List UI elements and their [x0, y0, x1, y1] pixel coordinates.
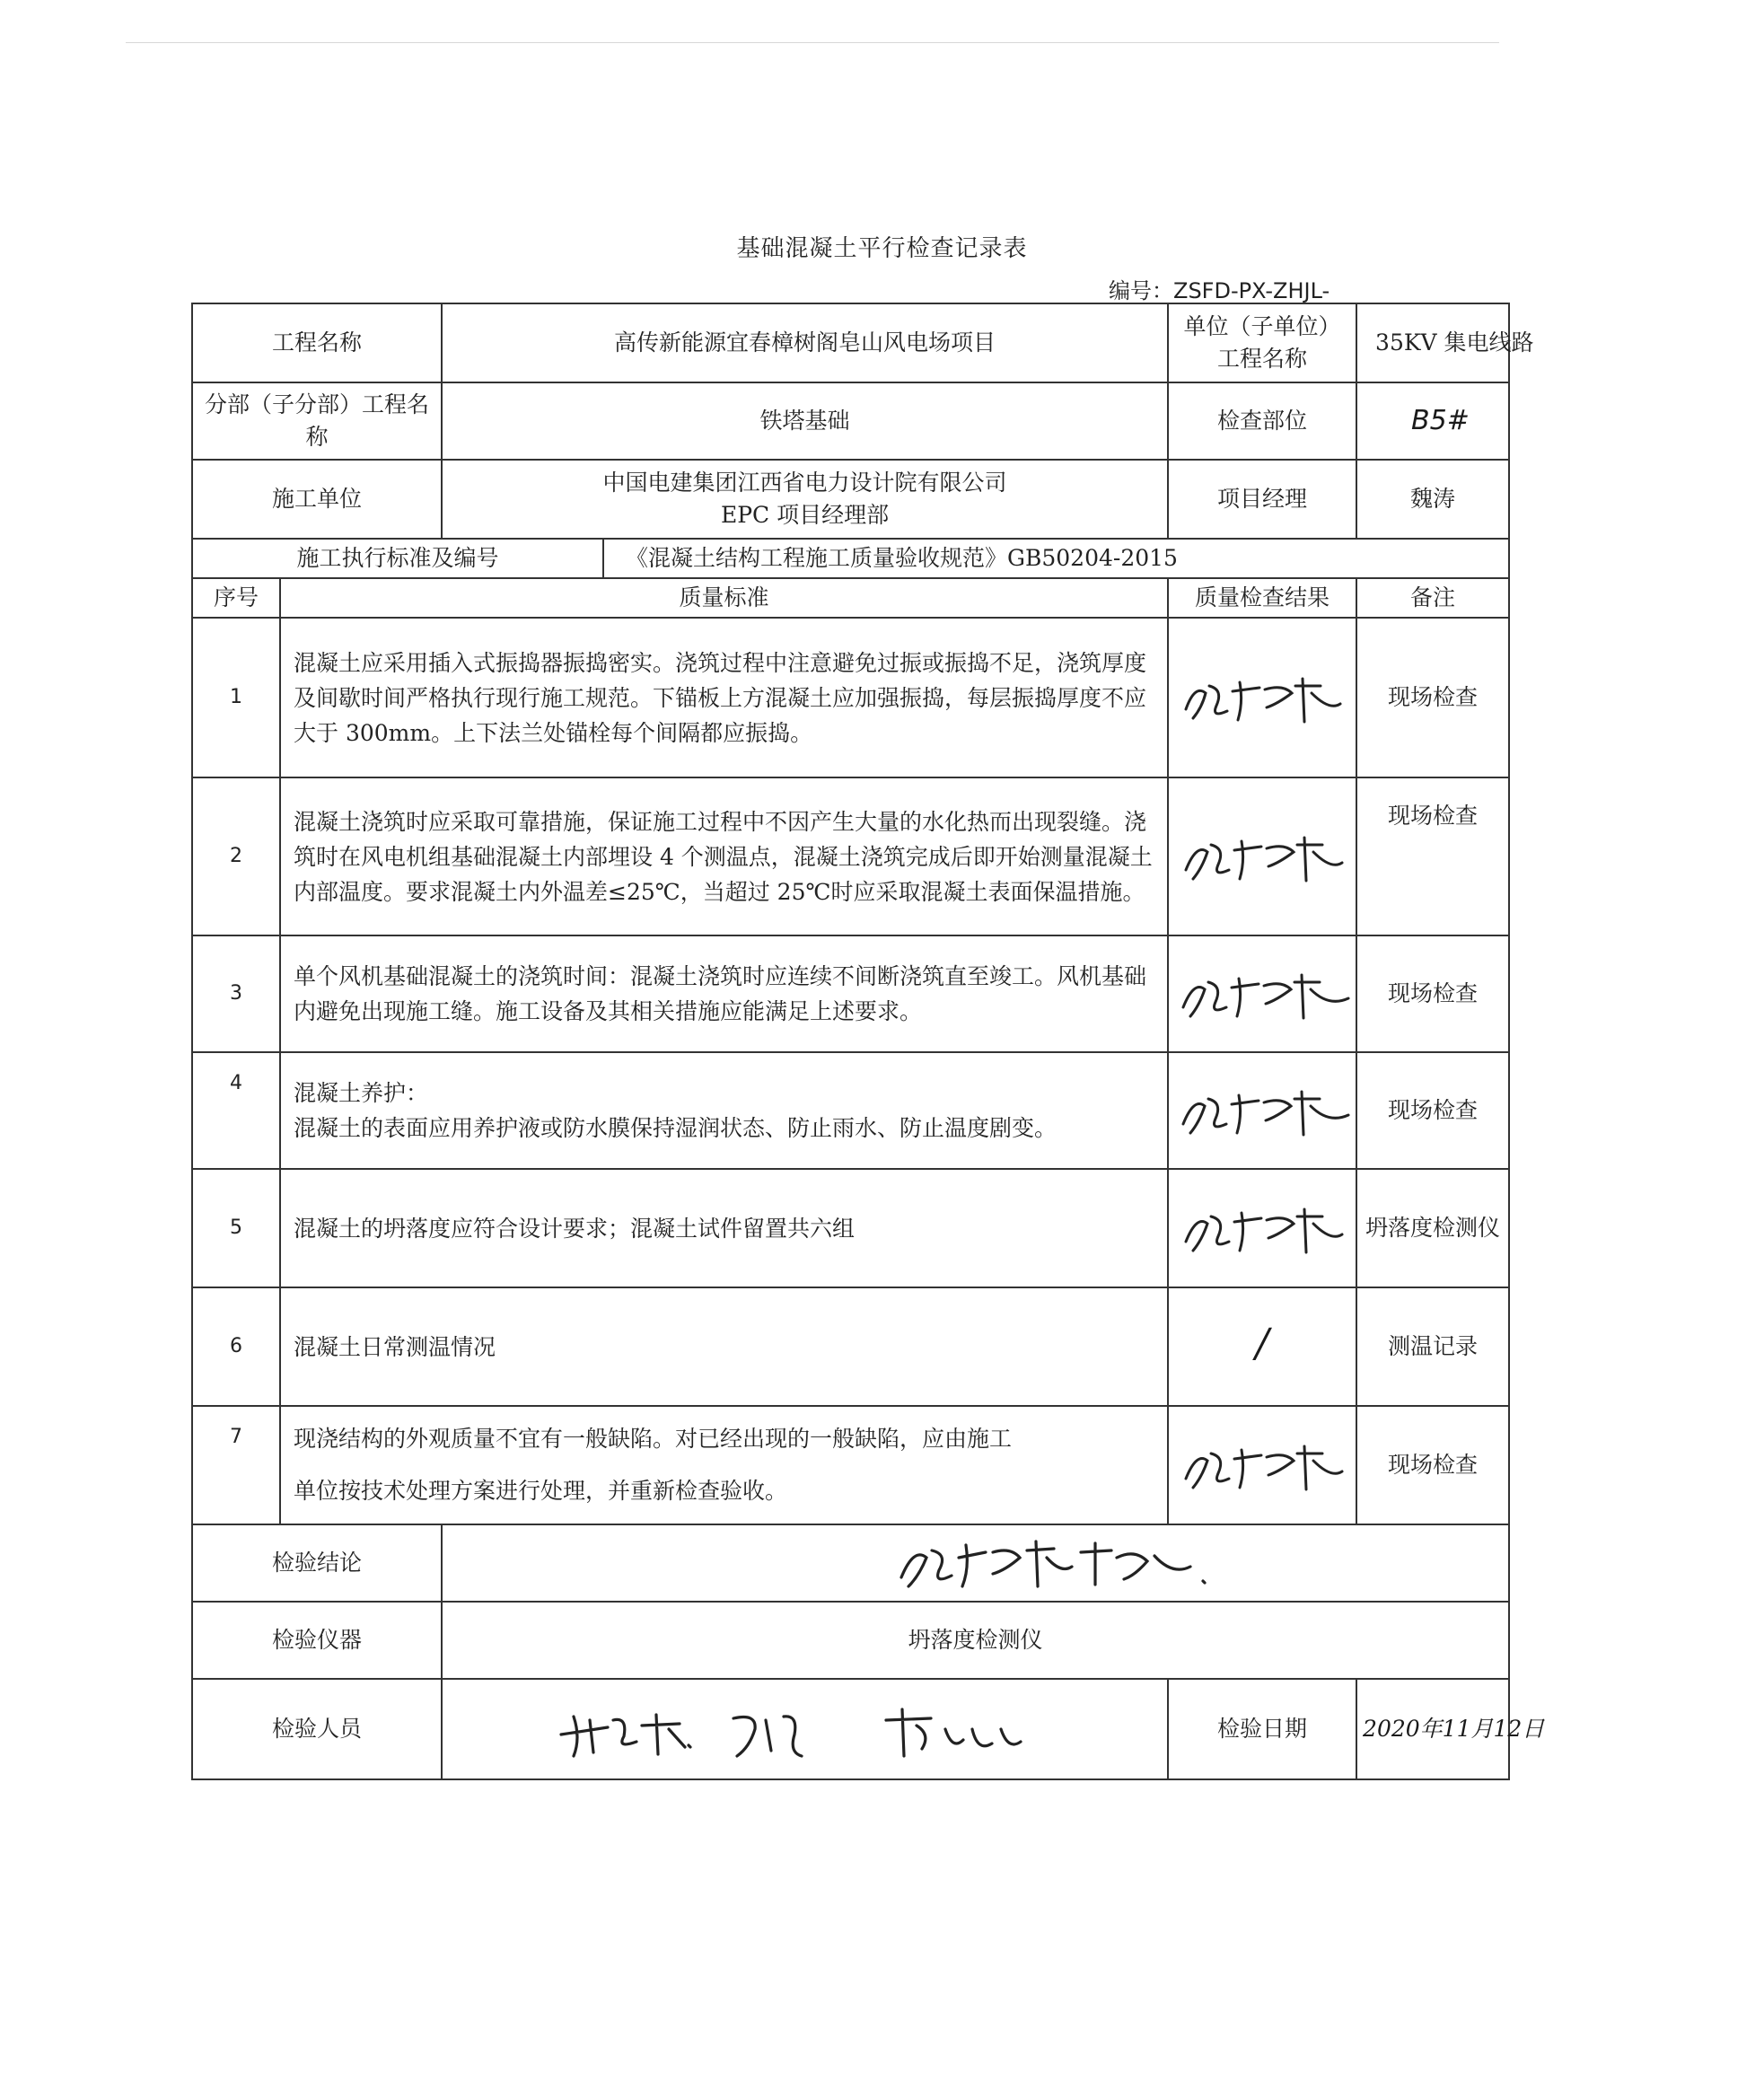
item-remark-2: 现场检查	[1356, 777, 1509, 935]
item-result-6	[1168, 1287, 1356, 1406]
inspectors-signatures	[442, 1679, 1168, 1779]
item-no-1: 1	[192, 618, 280, 777]
item-text-6: 混凝土日常测温情况	[280, 1287, 1168, 1406]
handwritten-signature-icon	[1177, 1197, 1347, 1260]
item-row-2	[192, 777, 1509, 935]
item-no-6: 6	[192, 1287, 280, 1406]
column-header-row	[192, 578, 1509, 618]
col-remark-header: 备注	[1356, 578, 1509, 618]
item-remark-5: 坍落度检测仪	[1356, 1169, 1509, 1287]
inspectors-label: 检验人员	[192, 1679, 442, 1779]
item-result-1	[1168, 618, 1356, 777]
row-conclusion	[192, 1524, 1509, 1602]
row-instrument	[192, 1602, 1509, 1679]
item-remark-4: 现场检查	[1356, 1052, 1509, 1169]
contractor-line-1: 中国电建集团江西省电力设计院有限公司	[602, 470, 1007, 496]
row-subproject	[192, 382, 1509, 460]
handwritten-signatures-icon	[554, 1693, 1057, 1765]
item-no-3: 3	[192, 935, 280, 1052]
unit-name-value: 35KV 集电线路	[1356, 303, 1509, 382]
item-remark-3: 现场检查	[1356, 935, 1509, 1052]
col-standard-header: 质量标准	[280, 578, 1168, 618]
row-inspectors	[192, 1679, 1509, 1779]
item-text-1: 混凝土应采用插入式振捣器振捣密实。浇筑过程中注意避免过振或振捣不足，浇筑厚度及间歇时间严格执行现行施工规范。下锚板上方混凝土应加强振捣，每层振捣厚度不应大于 300mm。上下法兰处锚栓每个间隔都应振捣。	[280, 618, 1168, 777]
subproject-label: 分部（子分部）工程名称	[192, 382, 442, 460]
item-remark-1: 现场检查	[1356, 618, 1509, 777]
conclusion-value	[442, 1524, 1509, 1602]
item-row-3	[192, 935, 1509, 1052]
item-remark-7: 现场检查	[1356, 1406, 1509, 1524]
page-top-rule	[126, 42, 1499, 43]
item-remark-6: 测温记录	[1356, 1287, 1509, 1406]
item-text-7	[280, 1406, 1168, 1524]
item-row-4	[192, 1052, 1509, 1169]
handwritten-signature-icon	[1177, 825, 1347, 888]
item-no-5: 5	[192, 1169, 280, 1287]
inspection-table	[191, 303, 1545, 1780]
inspection-form	[191, 303, 1545, 1742]
location-value	[1356, 382, 1509, 460]
item-result-7	[1168, 1406, 1356, 1524]
instrument-value: 坍落度检测仪	[442, 1602, 1509, 1679]
item-no-7: 7	[192, 1406, 280, 1524]
standard-label: 施工执行标准及编号	[192, 539, 603, 578]
handwritten-signature-icon	[1174, 1079, 1354, 1142]
location-label: 检查部位	[1168, 382, 1356, 460]
item-text-5: 混凝土的坍落度应符合设计要求；混凝土试件留置共六组	[280, 1169, 1168, 1287]
item-row-5	[192, 1169, 1509, 1287]
item-no-2: 2	[192, 777, 280, 935]
item-no-4: 4	[192, 1052, 280, 1169]
item-result-5	[1168, 1169, 1356, 1287]
item-text-7-line-1: 现浇结构的外观质量不宜有一般缺陷。对已经出现的一般缺陷，应由施工	[294, 1426, 1013, 1452]
contractor-value	[442, 460, 1168, 539]
row-project	[192, 303, 1509, 382]
item-text-3: 单个风机基础混凝土的浇筑时间：混凝土浇筑时应连续不间断浇筑直至竣工。风机基础内避免出现施工缝。施工设备及其相关措施应能满足上述要求。	[280, 935, 1168, 1052]
handwritten-signature-icon	[1174, 962, 1354, 1025]
item-result-2	[1168, 777, 1356, 935]
form-title: 基础混凝土平行检查记录表	[736, 235, 1028, 262]
standard-value: 《混凝土结构工程施工质量验收规范》GB50204-2015	[603, 539, 1509, 578]
manager-label: 项目经理	[1168, 460, 1356, 539]
instrument-label: 检验仪器	[192, 1602, 442, 1679]
item-row-1	[192, 618, 1509, 777]
project-name-value: 高传新能源宜春樟树阁皂山风电场项目	[442, 303, 1168, 382]
item-row-7	[192, 1406, 1509, 1524]
item-text-4-body: 混凝土的表面应用养护液或防水膜保持湿润状态、防止雨水、防止温度剧变。	[294, 1115, 1058, 1141]
item-row-6	[192, 1287, 1509, 1406]
item-text-4-heading: 混凝土养护：	[294, 1080, 429, 1106]
date-value: 2020年11月12日	[1356, 1679, 1509, 1779]
unit-name-label: 单位（子单位）工程名称	[1168, 303, 1356, 382]
item-text-2: 混凝土浇筑时应采取可靠措施，保证施工过程中不因产生大量的水化热而出现裂缝。浇筑时在风电机组基础混凝土内部埋设 4 个测温点，混凝土浇筑完成后即开始测量混凝土内部温度。要求混凝土内外温差≤25℃，当超过 25℃时应采取混凝土表面保温措施。	[280, 777, 1168, 935]
item-text-7-line-2: 单位按技术处理方案进行处理，并重新检查验收。	[294, 1478, 788, 1504]
handwritten-location: B5#	[1411, 404, 1470, 436]
row-standard	[192, 539, 1509, 578]
handwritten-slash: /	[1255, 1321, 1269, 1366]
handwritten-conclusion-icon	[892, 1531, 1215, 1595]
item-result-4	[1168, 1052, 1356, 1169]
col-seq-header: 序号	[192, 578, 280, 618]
subproject-value: 铁塔基础	[442, 382, 1168, 460]
project-name-label: 工程名称	[192, 303, 442, 382]
item-text-4	[280, 1052, 1168, 1169]
col-result-header: 质量检查结果	[1168, 578, 1356, 618]
manager-value: 魏涛	[1356, 460, 1509, 539]
item-result-3	[1168, 935, 1356, 1052]
handwritten-signature-icon	[1177, 666, 1347, 729]
handwritten-signature-icon	[1177, 1434, 1347, 1497]
document-number: 编号：ZSFD-PX-ZHJL-	[1109, 278, 1330, 303]
contractor-line-2: EPC 项目经理部	[720, 502, 890, 528]
row-contractor	[192, 460, 1509, 539]
conclusion-label: 检验结论	[192, 1524, 442, 1602]
contractor-label: 施工单位	[192, 460, 442, 539]
date-label: 检验日期	[1168, 1679, 1356, 1779]
